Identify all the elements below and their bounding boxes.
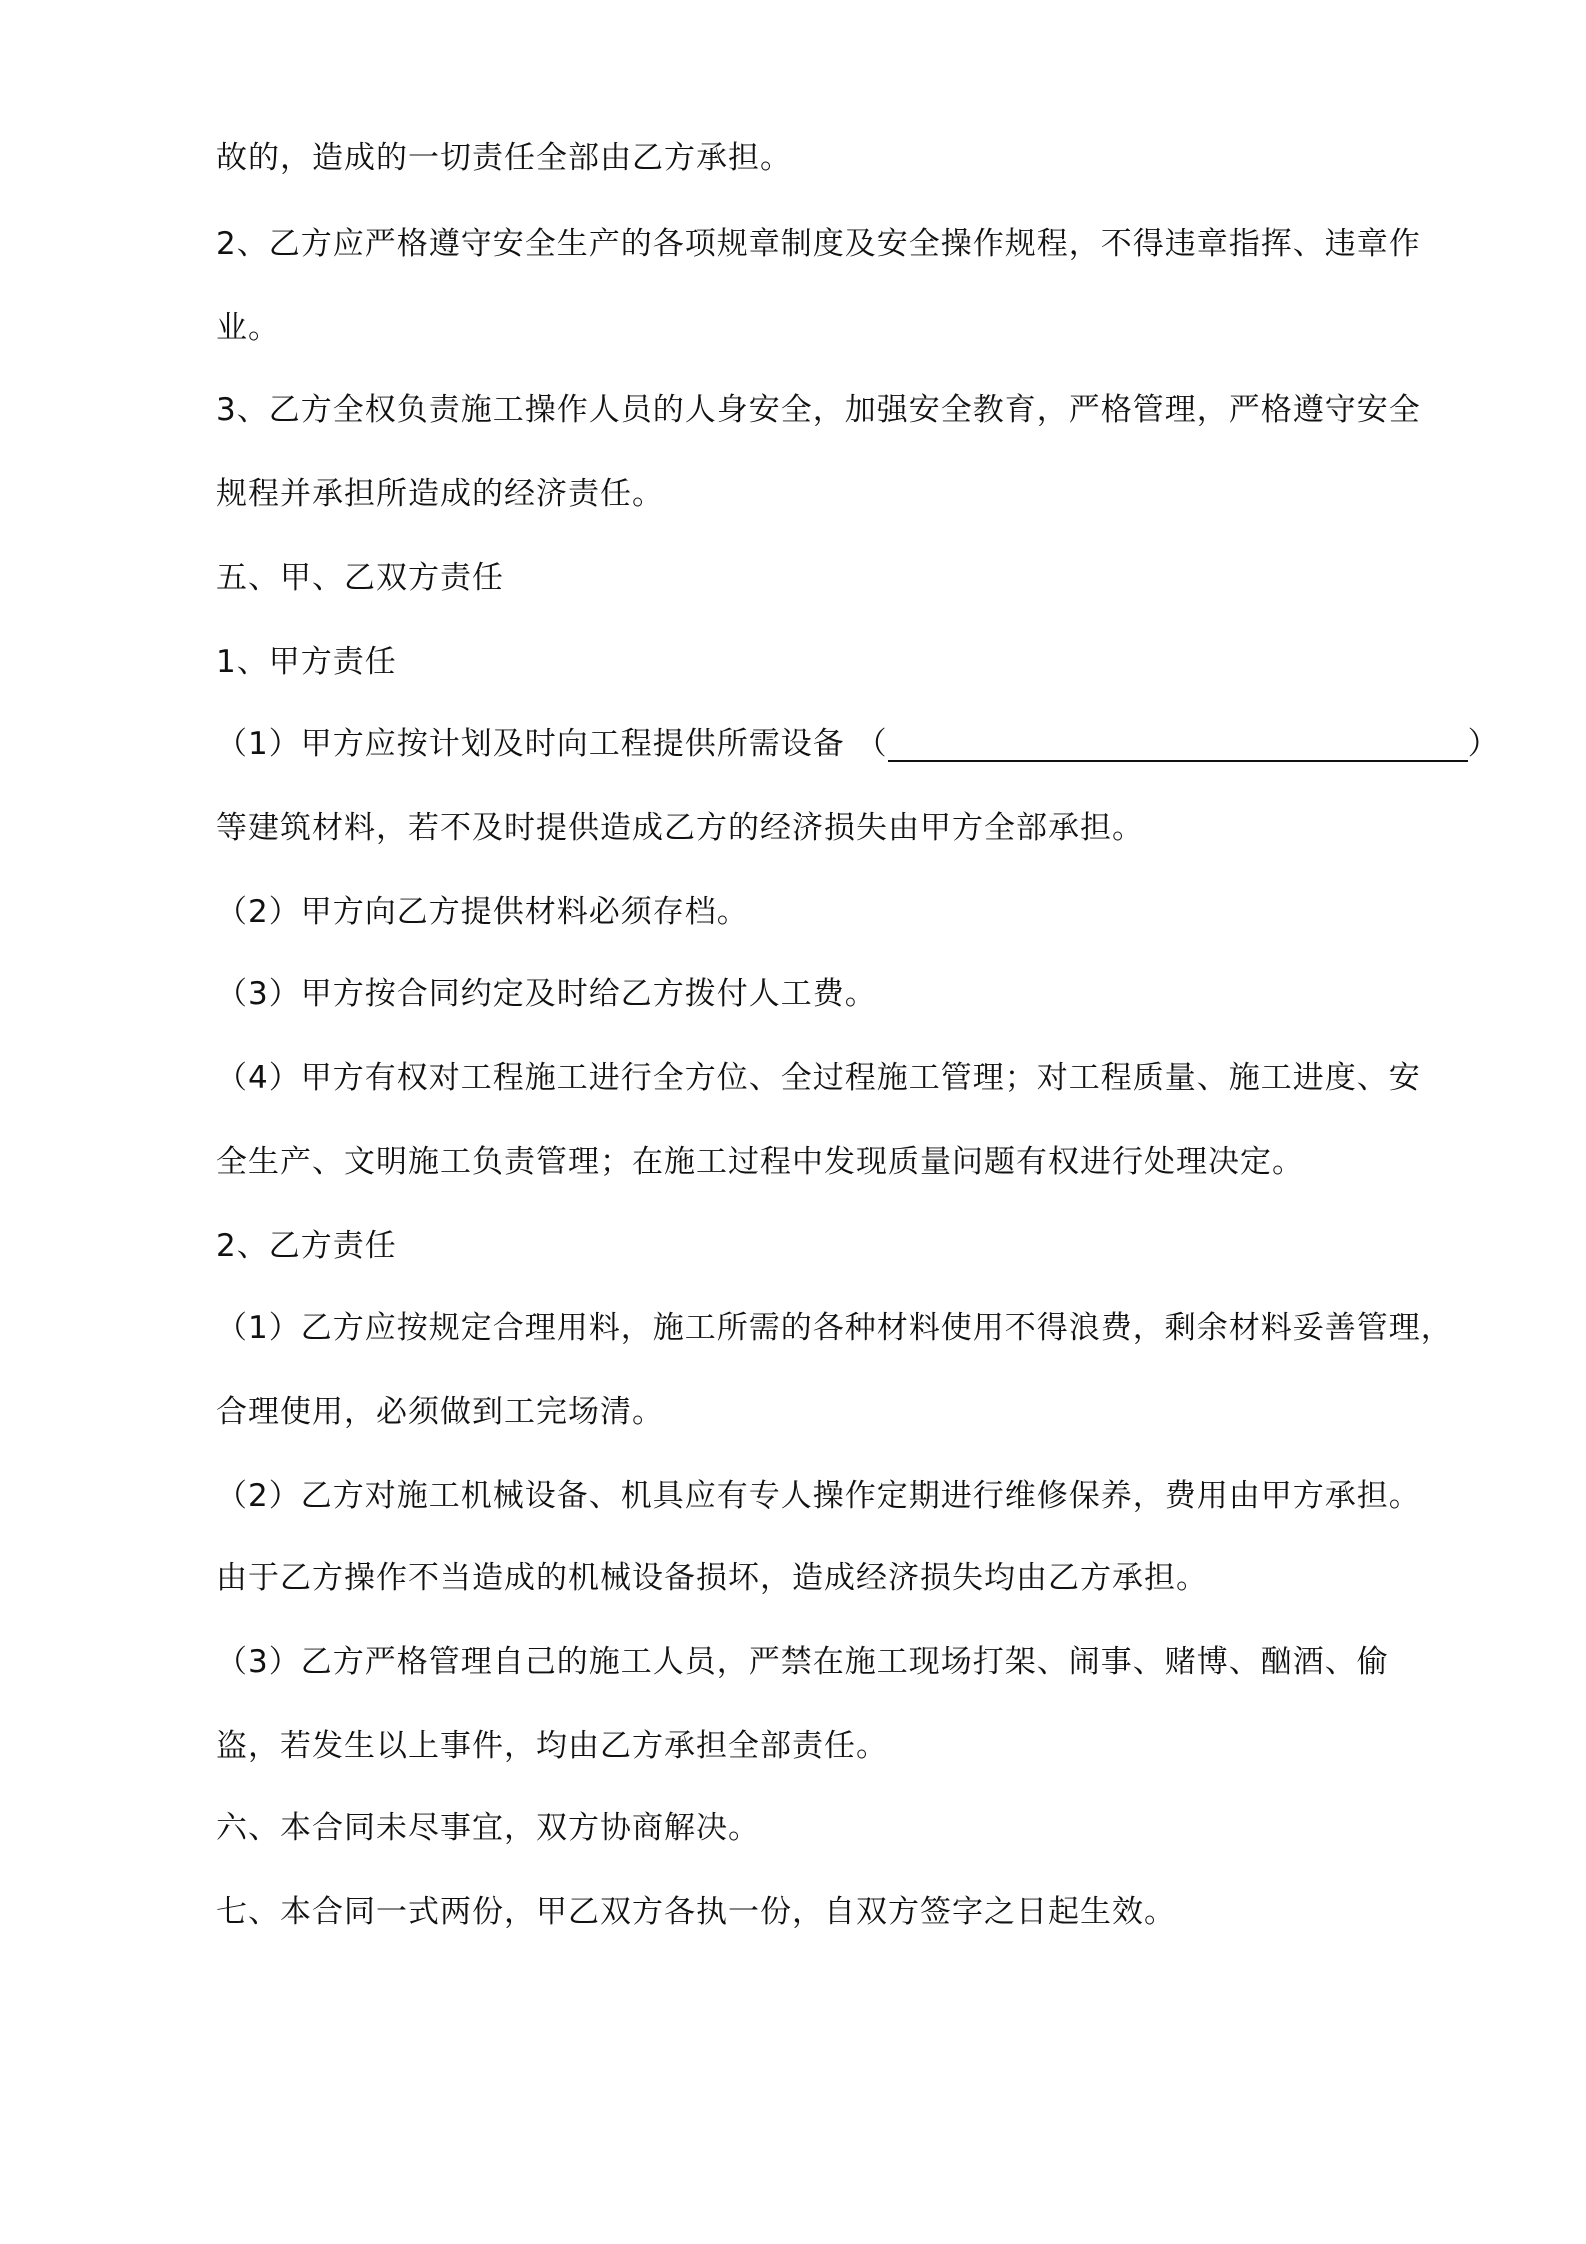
fill-in-blank[interactable] — [888, 726, 1468, 762]
party-a-item-1-line-2: 等建筑材料，若不及时提供造成乙方的经济损失由甲方全部承担。 — [216, 810, 1144, 846]
text-line: 故的，造成的一切责任全部由乙方承担。 — [216, 140, 792, 176]
clause-2-line-1: 2、乙方应严格遵守安全生产的各项规章制度及安全操作规程，不得违章指挥、违章作 — [216, 226, 1421, 262]
subheading-party-b-responsibility: 2、乙方责任 — [216, 1228, 397, 1264]
party-a-item-1-line-1 — [216, 718, 1500, 770]
party-b-item-1-line-1: （1）乙方应按规定合理用料，施工所需的各种材料使用不得浪费，剩余材料妥善管理， — [216, 1310, 1453, 1346]
party-b-item-1-line-2: 合理使用，必须做到工完场清。 — [216, 1394, 664, 1430]
section-six: 六、本合同未尽事宜，双方协商解决。 — [216, 1810, 760, 1846]
clause-3-line-1: 3、乙方全权负责施工操作人员的人身安全，加强安全教育，严格管理，严格遵守安全 — [216, 392, 1421, 428]
party-b-item-2-line-2: 由于乙方操作不当造成的机械设备损坏，造成经济损失均由乙方承担。 — [216, 1560, 1208, 1596]
party-a-item-4-line-2: 全生产、文明施工负责管理；在施工过程中发现质量问题有权进行处理决定。 — [216, 1144, 1304, 1180]
party-a-item-1-text: （1）甲方应按计划及时向工程提供所需设备 （ — [216, 726, 888, 762]
subheading-party-a-responsibility: 1、甲方责任 — [216, 644, 397, 680]
party-a-item-3: （3）甲方按合同约定及时给乙方拨付人工费。 — [216, 976, 877, 1012]
clause-2-line-2: 业。 — [216, 310, 280, 346]
section-seven: 七、本合同一式两份，甲乙双方各执一份，自双方签字之日起生效。 — [216, 1894, 1176, 1930]
party-a-item-2: （2）甲方向乙方提供材料必须存档。 — [216, 894, 749, 930]
section-heading-five: 五、甲、乙双方责任 — [216, 560, 504, 596]
party-a-item-4-line-1: （4）甲方有权对工程施工进行全方位、全过程施工管理；对工程质量、施工进度、安 — [216, 1060, 1421, 1096]
party-b-item-2-line-1: （2）乙方对施工机械设备、机具应有专人操作定期进行维修保养，费用由甲方承担。 — [216, 1478, 1421, 1514]
party-b-item-3-line-2: 盗，若发生以上事件，均由乙方承担全部责任。 — [216, 1728, 888, 1764]
clause-3-line-2: 规程并承担所造成的经济责任。 — [216, 476, 664, 512]
closing-parenthesis: ） — [1467, 726, 1500, 762]
party-b-item-3-line-1: （3）乙方严格管理自己的施工人员，严禁在施工现场打架、闹事、赌博、酗酒、偷 — [216, 1644, 1389, 1680]
